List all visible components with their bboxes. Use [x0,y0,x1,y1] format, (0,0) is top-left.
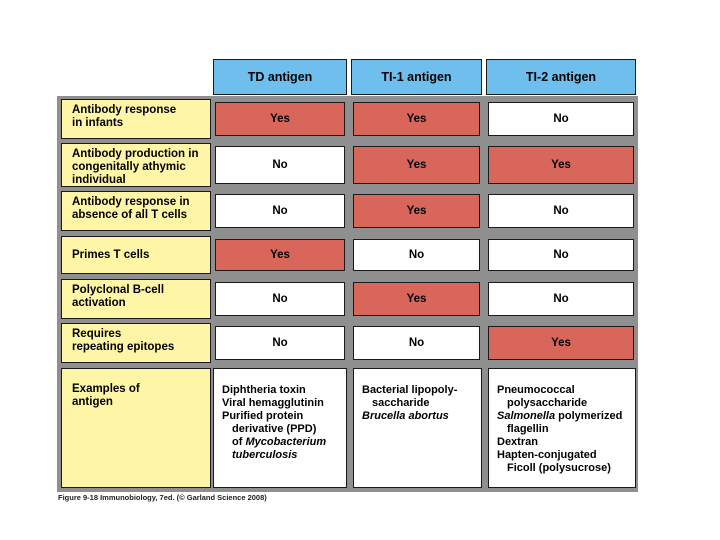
row-label-line: Antibody production in [72,148,199,160]
table-cell: Yes [353,282,480,316]
table-cell: Yes [215,102,345,136]
example-line: polysaccharide [507,397,588,409]
example-line: Purified protein [222,410,304,422]
examples-ti1-cell [353,368,482,488]
example-line: of Mycobacterium [232,436,327,448]
column-header: TI-2 antigen [486,59,636,95]
examples-row-label [61,368,211,488]
examples-label-line: antigen [72,396,113,408]
table-cell: Yes [353,146,480,184]
row-label-line: Primes T cells [72,248,150,261]
row-label [61,191,211,231]
example-line: Pneumococcal [497,384,575,396]
column-header: TI-1 antigen [351,59,482,95]
example-line: Salmonella polymerized [497,410,623,422]
row-label-line: activation [72,297,126,309]
example-line: Dextran [497,436,538,448]
table-cell: No [353,239,480,271]
row-label [61,143,211,187]
table-cell: No [215,194,345,228]
row-label-line: congenitally athymic [72,161,186,173]
example-line: Ficoll (polysucrose) [507,462,611,474]
example-line: flagellin [507,423,549,435]
table-cell: Yes [215,239,345,271]
example-line: Viral hemagglutinin [222,397,324,409]
table-cell: No [215,146,345,184]
example-line: Brucella abortus [362,410,449,422]
row-label [61,323,211,363]
row-label-line: Antibody response in [72,196,190,208]
figure-caption: Figure 9-18 Immunobiology, 7ed. (© Garland Science 2008) [58,493,267,502]
table-cell: No [488,102,634,136]
table-cell: Yes [353,102,480,136]
table-cell: No [488,194,634,228]
example-line: derivative (PPD) [232,423,317,435]
example-line: Bacterial lipopoly- [362,384,458,396]
example-line: Diphtheria toxin [222,384,306,396]
example-line: saccharide [372,397,430,409]
examples-td-cell [213,368,347,488]
table-cell: No [353,326,480,360]
row-label-line: Requires [72,328,122,340]
table-cell: Yes [488,326,634,360]
row-label-line: Antibody response [72,104,177,116]
example-line: Hapten-conjugated [497,449,597,461]
table-cell: Yes [488,146,634,184]
table-cell: Yes [353,194,480,228]
example-line: tuberculosis [232,449,298,461]
table-cell: No [215,282,345,316]
table-cell: No [488,282,634,316]
row-label-line: individual [72,174,126,186]
table-cell: No [215,326,345,360]
column-header: TD antigen [213,59,347,95]
examples-label-line: Examples of [72,383,140,395]
row-label [61,99,211,139]
row-label-line: Polyclonal B-cell [72,284,165,296]
row-label [61,279,211,319]
examples-ti2-cell [488,368,636,488]
row-label [61,236,211,274]
row-label-line: in infants [72,117,124,129]
table-cell: No [488,239,634,271]
row-label-line: repeating epitopes [72,341,175,353]
row-label-line: absence of all T cells [72,209,188,221]
